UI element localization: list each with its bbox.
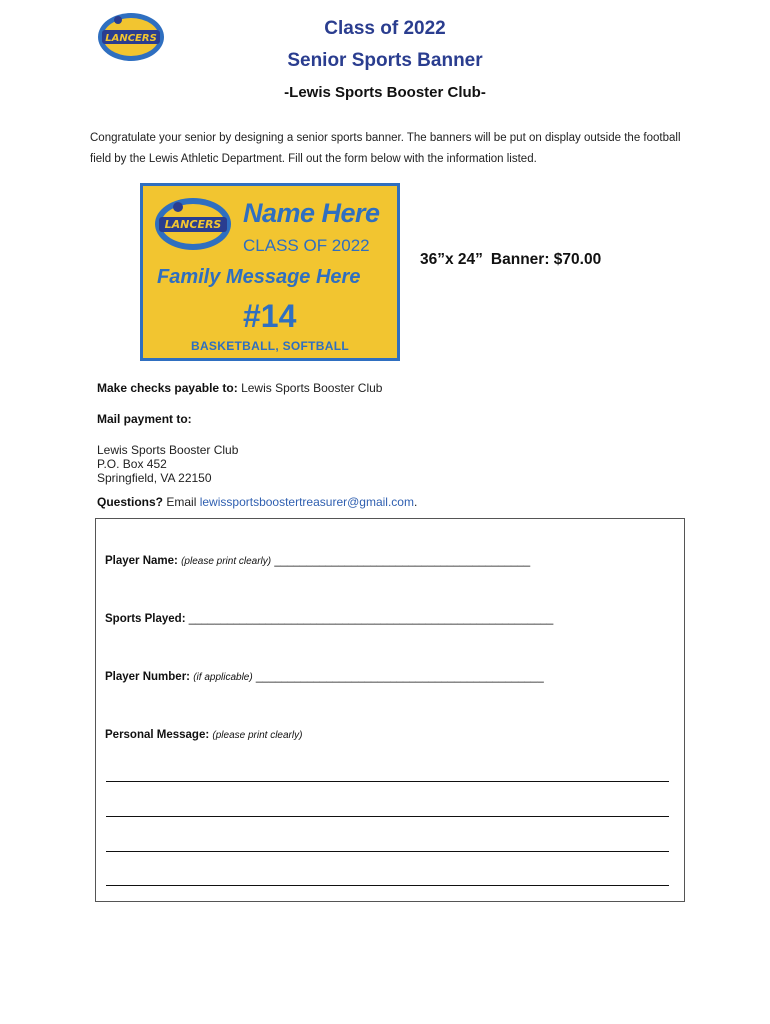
player-number-label: Player Number: <box>105 671 191 683</box>
banner-family-message: Family Message Here <box>157 266 361 288</box>
personal-message-field <box>105 729 302 741</box>
intro-paragraph: Congratulate your senior by designing a senior sports banner. The banners will be put on display outside the football field by the Lewis Athletic Department. Fill out the form below with the information listed. <box>90 132 681 165</box>
logo-text: LANCERS <box>105 33 157 44</box>
banner-price <box>420 251 601 269</box>
sports-played-label: Sports Played: <box>105 613 186 625</box>
banner-sample <box>140 183 400 361</box>
address-line-2: P.O. Box 452 <box>97 457 167 471</box>
player-number-blank: _____________________________________________ <box>255 671 544 683</box>
page-subtitle-banner: Senior Sports Banner <box>287 50 483 71</box>
sports-played-field[interactable] <box>105 613 553 625</box>
player-number-hint: (if applicable) <box>193 672 253 683</box>
banner-logo <box>153 196 233 252</box>
banner-price-label: Banner: $70.00 <box>490 251 602 268</box>
address-line-1: Lewis Sports Booster Club <box>97 443 239 457</box>
order-form <box>95 518 685 902</box>
questions-label: Questions? <box>97 495 164 509</box>
sports-played-blank: _________________________________________________________ <box>188 613 554 625</box>
email-suffix: . <box>413 495 418 509</box>
player-name-blank: ________________________________________ <box>274 555 531 567</box>
checks-value: Lewis Sports Booster Club <box>241 381 383 395</box>
questions-line <box>97 495 417 509</box>
player-name-hint: (please print clearly) <box>181 556 272 567</box>
banner-sports: BASKETBALL, SOFTBALL <box>191 339 349 353</box>
club-name: -Lewis Sports Booster Club- <box>284 84 486 101</box>
player-number-field[interactable] <box>105 671 544 683</box>
player-name-field[interactable] <box>105 555 530 567</box>
banner-number: #14 <box>243 298 297 334</box>
banner-class: CLASS OF 2022 <box>243 236 370 255</box>
mailing-address <box>97 443 238 485</box>
mail-label: Mail payment to: <box>97 412 192 426</box>
mail-payment-line <box>97 412 192 426</box>
email-link[interactable]: lewissportsboostertreasurer@gmail.com <box>199 495 414 509</box>
banner-size: 36”x 24” <box>420 251 483 268</box>
message-line-4[interactable] <box>106 885 669 886</box>
personal-message-hint: (please print clearly) <box>212 730 303 741</box>
banner-name: Name Here <box>243 198 380 228</box>
personal-message-label: Personal Message: <box>105 729 210 741</box>
page-title: Class of 2022 <box>324 18 446 39</box>
address-line-3: Springfield, VA 22150 <box>97 471 212 485</box>
message-line-1[interactable] <box>106 781 669 782</box>
questions-prefix: Email <box>166 495 197 509</box>
message-line-2[interactable] <box>106 816 669 817</box>
message-line-3[interactable] <box>106 851 669 852</box>
checks-label: Make checks payable to: <box>97 381 238 395</box>
player-name-label: Player Name: <box>105 555 178 567</box>
checks-payable-line <box>97 381 382 395</box>
banner-logo-text: LANCERS <box>164 218 222 231</box>
